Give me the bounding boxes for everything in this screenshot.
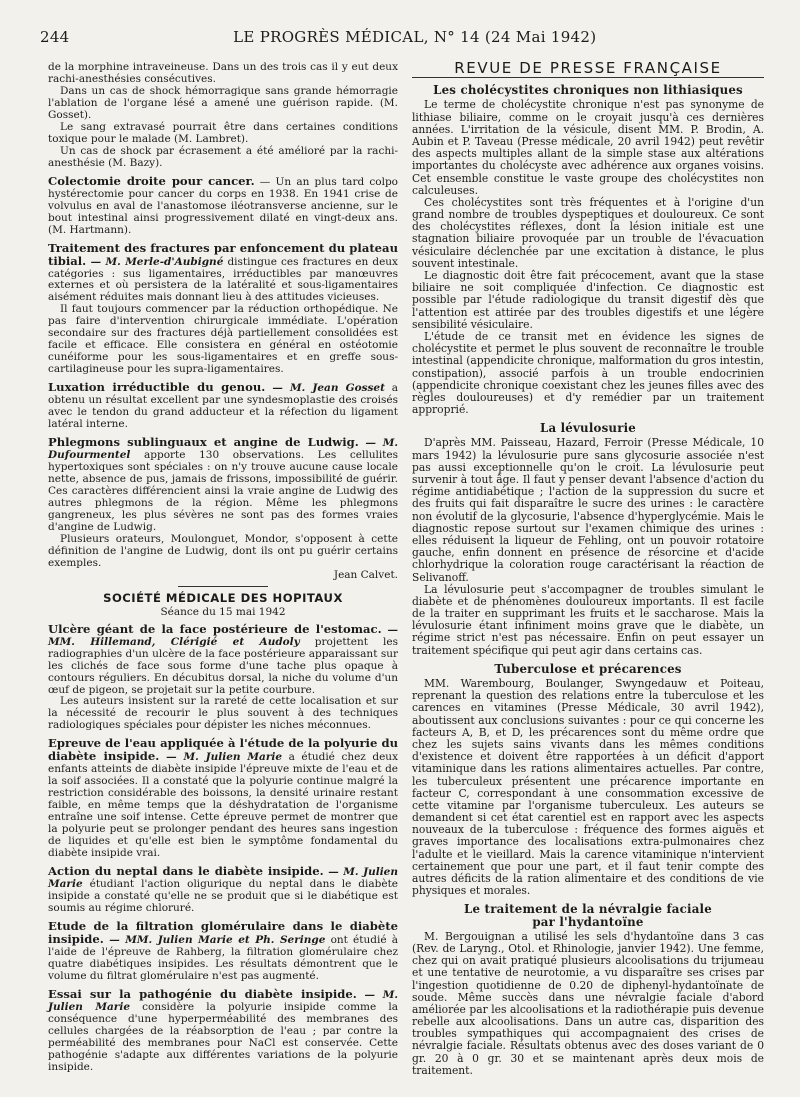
article-heading xyxy=(412,903,764,927)
article-fractures xyxy=(48,240,398,377)
article-heading: Phlegmons sublinguaux et angine de Ludwig. xyxy=(48,435,359,450)
paragraph xyxy=(48,866,398,915)
paragraph: Plusieurs orateurs, Moulonguet, Mondor, s'opposent à cette définition de l'angine de Ludwig, dont ils ont pu guérir certains exemples. xyxy=(48,532,398,569)
article-heading: Etude de la filtration glomérulaire dans le diabète insipide. xyxy=(48,918,398,946)
article-heading: Luxation irréductible du genou. xyxy=(48,380,266,395)
article-cholecystites xyxy=(412,84,764,416)
signature: Jean Calvet. xyxy=(333,568,398,581)
paragraph: de la morphine intraveineuse. Dans un des trois cas il y eut deux rachi-anesthésies consécutives. xyxy=(48,61,398,85)
page-number: 244 xyxy=(40,28,70,46)
article-text: ont étudié à l'aide de l'épreuve de Rahberg, la filtration glomérulaire chez quatre diabétiques insipides. Les résultats démontrent que le volume du filtrat glomérulaire n'est pas augmenté. xyxy=(48,933,398,982)
running-head xyxy=(40,28,760,50)
left-column xyxy=(48,62,398,1080)
heading-line: Le traitement de la névralgie faciale xyxy=(464,902,712,917)
article-heading: Essai sur la pathogénie du diabète insipide. xyxy=(48,986,357,1001)
article-nevralgie xyxy=(412,903,764,1077)
paragraph: D'après MM. Paisseau, Hazard, Ferroir (Presse Médicale, 10 mars 1942) la lévulosurie pure sans glycosurie associée n'est pas aussi exceptionnelle qu'on le croit. La lévulosurie peut survenir à tout âge. Il faut y penser devant l'absence d'action du régime antidiabétique ; l'action de la suppression du sucre et des fruits qui fait disparaître le sucre des urines : le caractère non évolutif de la glycosurie, l'absence d'hyperglycémie. Mais le diagnostic repose surtout sur l'examen chimique des urines : elles réduisent la liqueur de Fehling, ont un pouvoir rotatoire gauche, enfin donnent en présence de résorcine et d'acide chlorhydrique la coloration rouge caractérisant la réaction de Selivanoff. xyxy=(412,436,764,584)
article-text: a obtenu un résultat excellent par une syndesmoplastie des croisés avec le tendon du grand adducteur et la réfection du ligament latéral interne. xyxy=(48,382,398,431)
article-author: — M. Jean Gosset xyxy=(265,382,385,395)
paragraph: Les auteurs insistent sur la rareté de cette localisation et sur la nécessité de recourir le plus souvent à des techniques radiologiques spéciales pour dépister les niches méconnues. xyxy=(48,695,398,732)
article-heading: La lévulosurie xyxy=(539,421,637,436)
paragraph: Dans un cas de shock hémorragique sans grande hémorragie l'ablation de l'organe lésé a amené une guérison rapide. (M. Gosset). xyxy=(48,84,398,121)
paragraph: Le sang extravasé pourrait être dans certaines conditions toxique pour le malade (M. Lambret). xyxy=(48,120,398,145)
paragraph xyxy=(48,240,398,305)
article-filtration xyxy=(48,918,398,983)
article-text: a étudié chez deux enfants atteints de diabète insipide l'épreuve mixte de l'eau et de la soif associées. Il a constaté que la polyurie continue malgré la restriction considérable des boissons, la densité urinaire restant faible, en même temps que la déshydratation de l'organisme entraîne une soif intense. Cette épreuve permet de montrer que la polyurie peut se prolonger pendant des heures sans ingestion de liquides et qu'elle est bien le symptôme fondamental du diabète insipide vrai. xyxy=(48,751,398,860)
article-luxation xyxy=(48,382,398,431)
article-pathogenie xyxy=(48,986,398,1074)
article-author: — M. Julien Marie xyxy=(48,988,398,1013)
article-heading: Les cholécystites chroniques non lithiasiques xyxy=(433,83,743,98)
article-text: projettent les radiographies d'un ulcère de la face postérieure apparaissant sur les clichés de face sous forme d'une tache plus opaque à contours réguliers. En décubitus dorsal, la niche du volume d'un œuf de pigeon, se projetait sur la petite courbure. xyxy=(48,635,398,696)
paragraph: La lévulosurie peut s'accompagner de troubles simulant le diabète et de phénomènes douloureux importants. Il est facile de la traiter en supprimant les fruits et le saccharose. Mais la lévulosurie étant infiniment moins grave que le diabète, un régime strict n'est pas nécessaire. Enfin on peut essayer un traitement spécifique qui peut agir dans certains cas. xyxy=(412,582,764,657)
paragraph: Il faut toujours commencer par la réduction orthopédique. Ne pas faire d'intervention chirurgicale immédiate. L'opération secondaire sur des fractures déjà partiellement consolidées est facile et efficace. Elle consistera en général en ostéotomie cunéiforme pour les sous-ligamentaires et en greffe sous-cartilagineuse pour les supra-ligamentaires. xyxy=(48,303,398,376)
journal-title: LE PROGRÈS MÉDICAL, N° 14 (24 Mai 1942) xyxy=(233,28,597,46)
paragraph: MM. Warembourg, Boulanger, Swyngedauw et Poiteau, reprenant la question des relations entre la tuberculose et les carences en vitamines (Presse Médicale, 30 avril 1942), aboutissent aux conclusions suivantes : pour ce qui concerne les facteurs A, B, et D, les précarences sont du même ordre que chez les sujets sains vivants dans les mêmes conditions d'existence et doivent être rapportées à un déficit d'apport vitaminique dans les rations alimentaires actuelles. Par contre, les tuberculeux présentent une précarence importante en facteur C, correspondant à une consommation excessive de cette vitamine par l'organisme tuberculeux. Les auteurs se demandent si cet état carentiel est en rapport avec les aspects nouveaux de la tuberculose : fréquence des formes aiguës et graves importance des localisations extra-pulmonaires chez l'adulte et le vieillard. Mais la carence vitaminique n'intervient certainement que pour une part, et il faut tenir compte des autres déficits de la ration alimentaire et des conditions de vie physiques et morales. xyxy=(412,677,764,898)
article-text: distingue ces fractures en deux catégories : sus ligamentaires, irréductibles par manœuvres externes et où persistera de la latéralité et sous-ligamentaires aisément réduites mais donnant lieu à des attitudes vicieuses. xyxy=(48,255,398,304)
article-text: apporte 130 observations. Les cellulites hypertoxiques sont spéciales : on n'y trouve aucune cause locale nette, absence de pus, jamais de frissons, impossibilité de guérir. Ces caractères différencient ainsi la vraie angine de Ludwig des autres phlegmons de la région. Même les phlegmons gangreneux, les plus sévères ne sont pas des formes vraies d'angine de Ludwig. xyxy=(48,449,398,533)
article-epreuve xyxy=(48,738,398,860)
divider xyxy=(412,77,764,78)
paragraph xyxy=(48,738,398,860)
paragraph: M. Bergouignan a utilisé les sels d'hydantoïne dans 3 cas (Rev. de Laryng., Otol. et Rhinologie, janvier 1942). Une femme, chez qui on avait pratiqué plusieurs alcoolisations du trijumeau et une tentative de neurotomie, a vu disparaître ses crises par l'ingestion quotidienne de 0.20 de diphenyl-hydantoïnate de soude. Même succès dans une névralgie faciale d'abord améliorée par les alcoolisations et la radiothérapie puis devenue rebelle aux alcoolisations. Dans un autre cas, disparition des troubles sympathiques qui accompagnaient des crises de névralgie faciale. Résultats obtenus avec des doses variant de 0 gr. 20 à 0 gr. 30 et se maintenant après deux mois de traitement. xyxy=(412,929,764,1077)
article-author: — M. Merle-d'Aubigné xyxy=(86,255,224,268)
heading-line: par l'hydantoïne xyxy=(532,914,644,929)
article-text: considère la polyurie insipide comme la conséquence d'une hyperperméabilité des membranes des cellules chargées de la réabsorption de l'eau ; par contre la perméabilité des membranes pour NaCl est conservée. Cette pathogénie s'adapte aux différentes variations de la polyurie insipide. xyxy=(48,1000,398,1073)
section-title: REVUE DE PRESSE FRANÇAISE xyxy=(454,59,722,77)
article-heading: Action du neptal dans le diabète insipide. xyxy=(48,864,324,879)
article-neptal xyxy=(48,866,398,915)
paragraph: L'étude de ce transit met en évidence les signes de cholécystite et permet le plus souvent de reconnaître le trouble intestinal (appendicite chronique, malformation du gros intestin, constipation), associé parfois à un trouble endocrinien (appendicite chronique coexistant chez les jeunes filles avec des règles douloureuses) et d'y remédier par un traitement approprié. xyxy=(412,329,765,417)
article-tuberculose xyxy=(412,663,764,898)
seance-date: Séance du 15 mai 1942 xyxy=(160,605,286,618)
article-text: — Un an plus tard colpo hystérectomie pour cancer du corps en 1938. En 1941 crise de volvulus en aval de l'anastomose iléotransverse ancienne, sur le bout intestinal ainsi progressivement dilaté en vingt-deux ans. (M. Hartmann). xyxy=(48,175,398,236)
paragraph xyxy=(48,437,398,534)
paragraph xyxy=(48,382,398,431)
article-author: — M. Julien Marie xyxy=(159,751,283,764)
divider xyxy=(178,586,268,587)
article-levulosurie xyxy=(412,422,764,657)
paragraph xyxy=(48,986,398,1074)
paragraph: Le diagnostic doit être fait précocement, avant que la stase biliaire ne soit compliquée d'infection. Ce diagnostic est possible par l'étude radiologique du transit digestif dès que l'attention est attirée par des troubles digestifs et une légère sensibilité vésiculaire. xyxy=(412,269,764,331)
society-title: SOCIÉTÉ MÉDICALE DES HOPITAUX xyxy=(103,590,343,605)
paragraph: Le terme de cholécystite chronique n'est pas synonyme de lithiase biliaire, comme on le croyait jusqu'à ces dernières années. L'irritation de la vésicule, disent MM. P. Brodin, A. Aubin et P. Taveau (Presse médicale, 20 avril 1942) peut revêtir des aspects multiples allant de la simple stase aux altérations importantes du cholécyste avec adhérence aux organes voisins. Cet ensemble constitue le vaste groupe des cholécystites non calculeuses. xyxy=(412,98,764,197)
paragraph xyxy=(48,918,398,983)
article-author: — MM. Julien Marie et Ph. Seringe xyxy=(103,933,326,946)
article-heading: Tuberculose et précarences xyxy=(494,661,682,676)
right-column xyxy=(412,59,765,1083)
article-author: — MM. Hillemand, Clérigié et Audoly xyxy=(48,623,398,648)
article-heading: Traitement des fractures par enfoncement du plateau tibial. xyxy=(48,240,398,268)
paragraph xyxy=(48,621,398,697)
intro-paragraphs xyxy=(48,62,398,170)
article-heading: Colectomie droite pour cancer. xyxy=(48,173,255,188)
article-heading: Epreuve de l'eau appliquée à l'étude de la polyurie du diabète insipide. xyxy=(48,736,398,764)
article-heading: Ulcère géant de la face postérieure de l'estomac. xyxy=(48,621,382,636)
paragraph: Un cas de shock par écrasement a été amélioré par la rachi-anesthésie (M. Bazy). xyxy=(48,144,398,169)
article-text: étudiant l'action oligurique du neptal dans le diabète insipide a constaté qu'elle ne se produit que si le diabétique est soumis au régime chloruré. xyxy=(48,878,398,914)
article-author: — M. Dufourmentel xyxy=(48,437,398,462)
article-colectomie xyxy=(48,173,398,237)
article-ulcere xyxy=(48,621,398,733)
paragraph xyxy=(48,173,398,237)
article-phlegmons xyxy=(48,437,398,587)
paragraph: Ces cholécystites sont très fréquentes et à l'origine d'un grand nombre de troubles dyspeptiques et douloureux. Ce sont des cholécystites réflexes, dont la lésion initiale est une stagnation biliaire provoquée par un trouble de l'évacuation vésiculaire déclenchée par une excitation à distance, le plus souvent intestinale. xyxy=(412,195,764,270)
article-author: — M. Julien Marie xyxy=(48,866,398,891)
